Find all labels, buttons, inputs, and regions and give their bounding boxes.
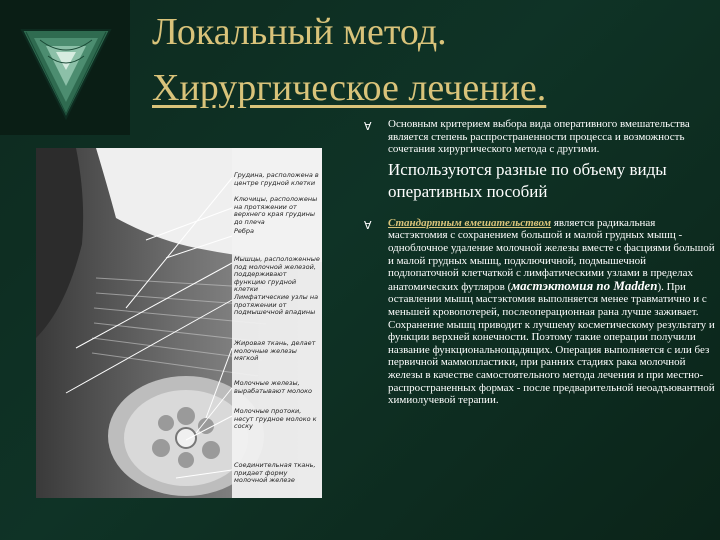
figure-label: Молочные железы, вырабатывают молоко (234, 379, 313, 395)
bullet-mark-icon: ∀ (364, 218, 372, 232)
figure-label: Молочные протоки, несут грудное молоко к соску (234, 407, 317, 430)
bullet-2-part-a: является радикальная мастэктомия с сохранением большой и малой грудных мышц - одноблочное удаление молочной железы вместе с фасциями большой и малой грудных мышц, подключичной, подмышечной подлопаточной клетчаткой с лимфатическими узлами в пределах анатомических футляров ( (388, 216, 715, 293)
bullet-mark-icon: ∀ (364, 120, 372, 133)
slide-title (152, 4, 712, 116)
bullet-2-part-b: ). При оставлении мышц мастэктомия выполняется менее травматично и с меньшей кровопотерей, послеоперационная рана лучше заживает. Сохранение мышц приводит к лучшему косметическому результату и функции верхней конечности. Поэтому такие операции получили название функциональнощадящих. Операция выполняется с или без первичной маммопластики, при ранних стадиях рака молочной железы в качестве самостоятельного метода лечения и при местно-распространенных формах - после предварительной неоадъювантной химиолучевой терапии. (388, 280, 715, 407)
breast-anatomy-illustration (36, 148, 322, 498)
standard-intervention-term: Стандартным вмешательством (388, 216, 552, 229)
bullet-1-text: Основным критерием выбора вида оперативного вмешательства является степень распространенности процесса и возможность сочетания хирургического метода с другими. (388, 118, 690, 156)
bullet-2-text (388, 217, 716, 407)
figure-label: Мышцы, расположенные под молочной железой, поддерживают функцию грудной клетки (234, 255, 320, 293)
bullet-item-1 (364, 118, 716, 203)
figure-label: Ребра (234, 227, 255, 235)
figure-label: Ключицы, расположены на протяжении от верхнего края грудины до плеча (234, 195, 318, 226)
title-line-1: Локальный метод. (152, 11, 447, 53)
bullet-item-2 (364, 217, 716, 407)
bullet-list (364, 118, 716, 407)
figure-label: Лимфатические узлы на протяжении от подмышечной впадины (234, 293, 319, 316)
title-line-2: Хирургическое лечение. (152, 67, 547, 109)
bullet-1-emphasis: Используются разные по объему виды оперативных пособий (388, 159, 667, 201)
figure-label: Грудина, расположена в центре грудной клетки (234, 171, 319, 187)
figure-label: Соединительная ткань, придает форму молочной железе (234, 461, 316, 484)
madden-mastectomy-term: мастэктомия по Madden (511, 277, 658, 293)
decorative-emblem (0, 0, 130, 135)
figure-label: Жировая ткань, делает молочные железы мягкой (234, 339, 316, 362)
